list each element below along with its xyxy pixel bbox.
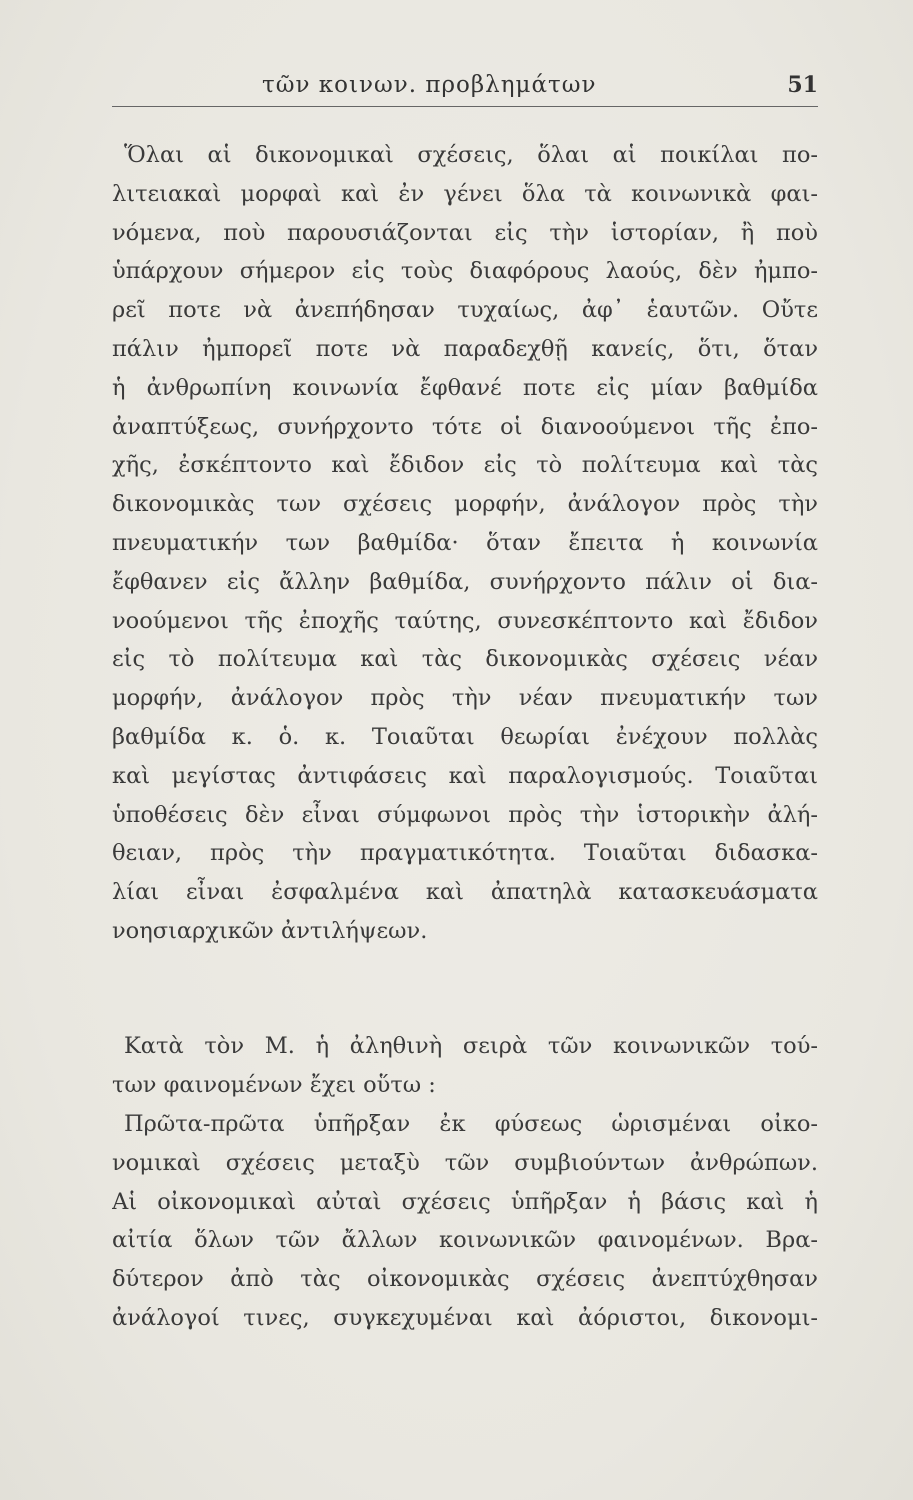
paragraph-3 (112, 1105, 818, 1338)
page-number: 51 (787, 72, 818, 98)
header-rule (112, 106, 818, 107)
text-line: των φαινομένων ἔχει οὕτω : (112, 1071, 436, 1098)
paragraph-1 (112, 136, 818, 951)
text-line: νοούμενοι τῆς ἐποχῆς ταύτης, συνεσκέπτοντο καὶ ἔδιδον (112, 607, 818, 634)
text-line: βαθμίδα κ. ὁ. κ. Τοιαῦται θεωρίαι ἐνέχουν πολλὰς (112, 723, 818, 750)
text-line: καὶ μεγίστας ἀντιφάσεις καὶ παραλογισμούς. Τοιαῦται (112, 762, 818, 789)
text-line: δικονομικὰς των σχέσεις μορφήν, ἀνάλογον πρὸς τὴν (112, 491, 818, 518)
text-line: Αἱ οἰκονομικαὶ αὐταὶ σχέσεις ὑπῆρξαν ἡ βάσις καὶ ἡ (112, 1188, 818, 1215)
text-line: ἔφθανεν εἰς ἄλλην βαθμίδα, συνήρχοντο πάλιν οἱ δια- (112, 568, 818, 595)
text-line: λίαι εἶναι ἐσφαλμένα καὶ ἀπατηλὰ κατασκευάσματα (112, 879, 818, 906)
text-line: ἀνάλογοί τινες, συγκεχυμέναι καὶ ἀόριστοι, δικονομι- (112, 1304, 818, 1331)
text-line: χῆς, ἐσκέπτοντο καὶ ἔδιδον εἰς τὸ πολίτευμα καὶ τὰς (112, 452, 818, 479)
text-line: θειαν, πρὸς τὴν πραγματικότητα. Τοιαῦται διδασκα- (112, 840, 818, 867)
text-line: ἡ ἀνθρωπίνη κοινωνία ἔφθανέ ποτε εἰς μίαν βαθμίδα (112, 374, 818, 401)
text-line: Κατὰ τὸν Μ. ἡ ἀληθινὴ σειρὰ τῶν κοινωνικῶν τού- (124, 1033, 818, 1059)
running-header (112, 72, 818, 106)
text-line: Ὅλαι αἱ δικονομικαὶ σχέσεις, ὅλαι αἱ ποικίλαι πο- (124, 142, 818, 168)
text-line: ρεῖ ποτε νὰ ἀνεπήδησαν τυχαίως, ἀφ᾽ ἑαυτῶν. Οὔτε (112, 297, 818, 324)
text-line: ὑπάρχουν σήμερον εἰς τοὺς διαφόρους λαούς, δὲν ἠμπο- (112, 258, 818, 285)
text-line: δύτερον ἀπὸ τὰς οἰκονομικὰς σχέσεις ἀνεπτύχθησαν (112, 1266, 818, 1293)
paragraph-2 (112, 1027, 818, 1105)
text-line: πάλιν ἠμπορεῖ ποτε νὰ παραδεχθῇ κανείς, ὅτι, ὅταν (112, 335, 818, 362)
text-line: ὑποθέσεις δὲν εἶναι σύμφωνοι πρὸς τὴν ἱστορικὴν ἀλή- (112, 801, 818, 828)
text-line: νόμενα, ποὺ παρουσιάζονται εἰς τὴν ἱστορίαν, ἢ ποὺ (112, 219, 818, 246)
text-line: νοησιαρχικῶν ἀντιλήψεων. (112, 917, 428, 944)
text-line: Πρῶτα-πρῶτα ὑπῆρξαν ἐκ φύσεως ὡρισμέναι οἰκο- (124, 1111, 818, 1137)
text-line: εἰς τὸ πολίτευμα καὶ τὰς δικονομικὰς σχέσεις νέαν (112, 646, 818, 673)
text-line: πνευματικήν των βαθμίδα· ὅταν ἔπειτα ἡ κοινωνία (112, 529, 818, 556)
text-line: λιτειακαὶ μορφαὶ καὶ ἐν γένει ὅλα τὰ κοινωνικὰ φαι- (112, 180, 818, 207)
text-line: μορφήν, ἀνάλογον πρὸς τὴν νέαν πνευματικήν των (112, 685, 818, 712)
running-header-title: τῶν κοινων. προβλημάτων (262, 72, 597, 98)
text-line: νομικαὶ σχέσεις μεταξὺ τῶν συμβιούντων ἀνθρώπων. (112, 1149, 818, 1176)
text-line: ἀναπτύξεως, συνήρχοντο τότε οἱ διανοούμενοι τῆς ἐπο- (112, 413, 818, 440)
text-line: αἰτία ὅλων τῶν ἄλλων κοινωνικῶν φαινομένων. Βρα- (112, 1227, 818, 1254)
